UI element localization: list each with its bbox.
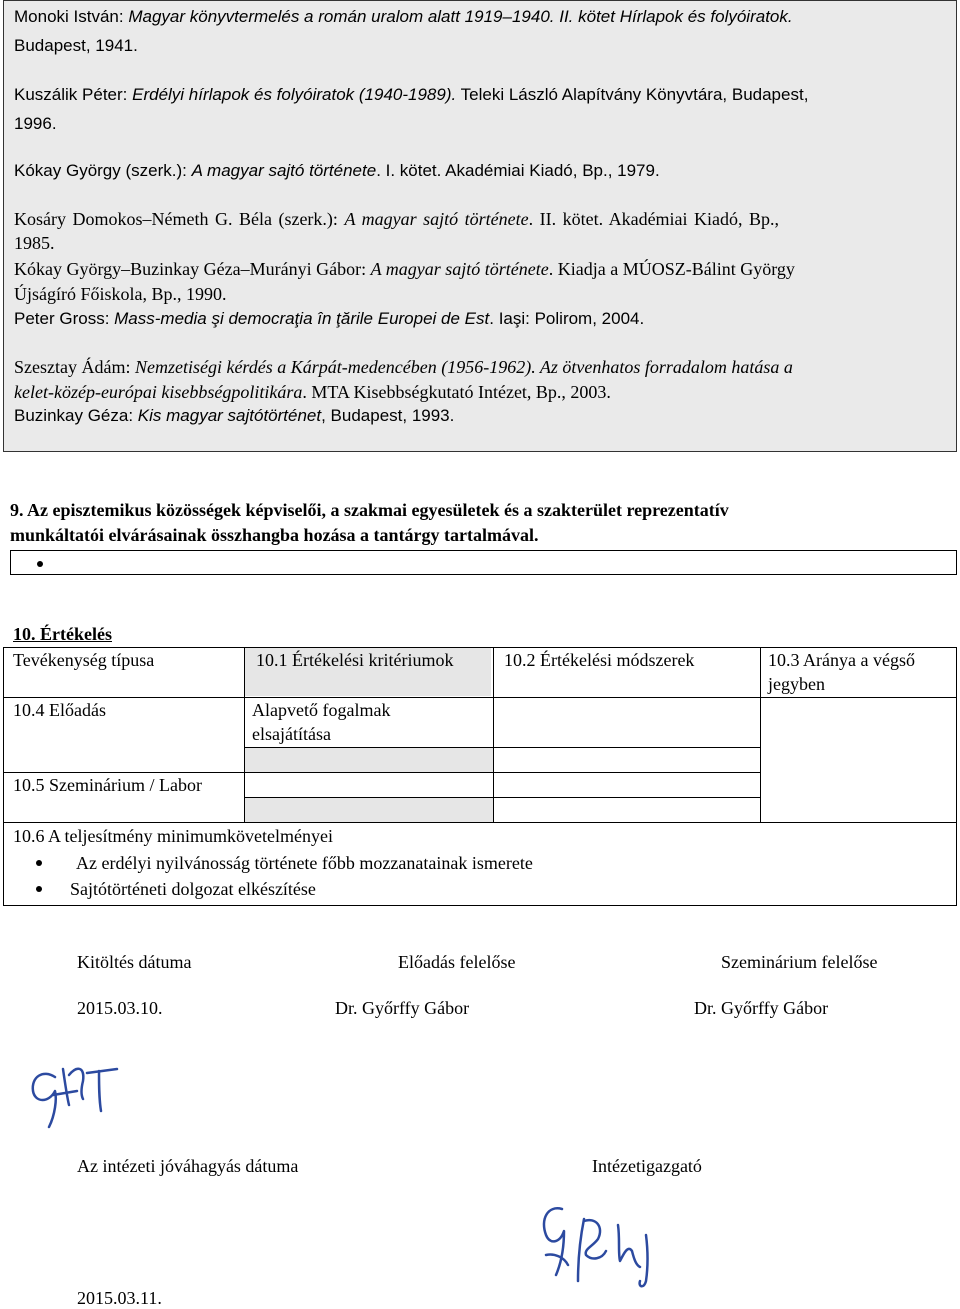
- bullet-icon: [36, 860, 42, 866]
- bib-entry: Budapest, 1941.: [14, 36, 138, 55]
- table-cell-shaded: [244, 748, 493, 772]
- row-label-lecture: 10.4 Előadás: [13, 700, 106, 720]
- bib-entry: Szesztay Ádám: Nemzetiségi kérdés a Kárpát-medencében (1956-1962). Az ötvenhatos forradalom hatása a: [14, 357, 793, 377]
- min-requirement-item: Sajtótörténeti dolgozat elkészítése: [70, 879, 316, 899]
- min-requirement-item: Az erdélyi nyilvánosság története főbb mozzanatainak ismerete: [76, 853, 533, 873]
- table-rule: [244, 647, 245, 823]
- bib-entry: Kosáry Domokos–Németh G. Béla (szerk.): A magyar sajtó története. II. kötet. Akadémiai Kiadó, Bp.,: [14, 209, 780, 229]
- row-label-seminar: 10.5 Szeminárium / Labor: [13, 775, 202, 795]
- col-header-criteria: 10.1 Értékelési kritériumok: [256, 650, 454, 670]
- table-rule: [493, 647, 494, 823]
- col-header-weight: 10.3 Aránya a végső: [768, 650, 915, 670]
- section10-heading: 10. Értékelés: [13, 624, 112, 644]
- table-rule: [3, 822, 957, 823]
- table-rule: [244, 797, 760, 798]
- fill-date-value: 2015.03.10.: [77, 998, 163, 1018]
- col-header-activity: Tevékenység típusa: [13, 650, 155, 670]
- section9-content-box: [10, 550, 957, 575]
- bullet-icon: [37, 561, 43, 567]
- table-rule: [956, 647, 957, 906]
- signature-image: [25, 1055, 125, 1130]
- table-rule: [3, 772, 760, 773]
- bib-entry: kelet-közép-európai kisebbségpolitikára. MTA Kisebbségkutató Intézet, Bp., 2003.: [14, 382, 611, 402]
- approval-date-value: 2015.03.11.: [77, 1288, 162, 1308]
- table-cell-shaded: [244, 798, 493, 822]
- bib-entry: Kókay György (szerk.): A magyar sajtó története. I. kötet. Akadémiai Kiadó, Bp., 1979.: [14, 161, 660, 180]
- table-rule: [3, 905, 957, 906]
- lecture-criteria-cont: elsajátítása: [252, 724, 331, 744]
- bibliography-box: [3, 0, 957, 452]
- seminar-responsible-label: Szeminárium felelőse: [721, 952, 878, 972]
- lecture-criteria: Alapvető fogalmak: [252, 700, 391, 720]
- table-rule: [3, 647, 957, 648]
- table-rule: [3, 647, 4, 906]
- col-header-methods: 10.2 Értékelési módszerek: [504, 650, 695, 670]
- bib-entry: 1985.: [14, 233, 55, 253]
- bib-entry: Monoki István: Magyar könyvtermelés a román uralom alatt 1919–1940. II. kötet Hírlapok és folyóiratok.: [14, 7, 793, 26]
- bullet-icon: [36, 886, 42, 892]
- director-label: Intézetigazgató: [592, 1156, 702, 1176]
- bib-entry: Buzinkay Géza: Kis magyar sajtótörténet, Budapest, 1993.: [14, 406, 455, 425]
- fill-date-label: Kitöltés dátuma: [77, 952, 192, 972]
- min-requirements-heading: 10.6 A teljesítmény minimumkövetelményei: [13, 826, 333, 846]
- table-rule: [760, 647, 761, 823]
- seminar-responsible-name: Dr. Győrffy Gábor: [694, 998, 829, 1018]
- approval-date-label: Az intézeti jóváhagyás dátuma: [77, 1156, 299, 1176]
- bib-entry: Kuszálik Péter: Erdélyi hírlapok és folyóiratok (1940-1989). Teleki László Alapítvány Könyvtára, Budapest,: [14, 85, 809, 104]
- director-signature-image: [520, 1195, 680, 1295]
- lecture-responsible-label: Előadás felelőse: [398, 952, 516, 972]
- table-rule: [244, 747, 760, 748]
- col-header-weight-cont: jegyben: [768, 674, 825, 694]
- bib-entry: Újságíró Főiskola, Bp., 1990.: [14, 284, 227, 304]
- table-rule: [3, 697, 957, 698]
- section9-heading-cont: munkáltatói elvárásainak összhangba hozása a tantárgy tartalmával.: [10, 525, 539, 545]
- lecture-responsible-name: Dr. Győrffy Gábor: [335, 998, 470, 1018]
- bib-entry: Peter Gross: Mass-media şi democraţia în ţările Europei de Est. Iaşi: Polirom, 2004.: [14, 309, 645, 328]
- section9-heading: 9. Az episztemikus közösségek képviselői, a szakmai egyesületek és a szakterület reprezentatív: [10, 500, 729, 520]
- bib-entry: 1996.: [14, 114, 57, 133]
- bib-entry: Kókay György–Buzinkay Géza–Murányi Gábor: A magyar sajtó története. Kiadja a MÚOSZ-Bálint György: [14, 259, 795, 279]
